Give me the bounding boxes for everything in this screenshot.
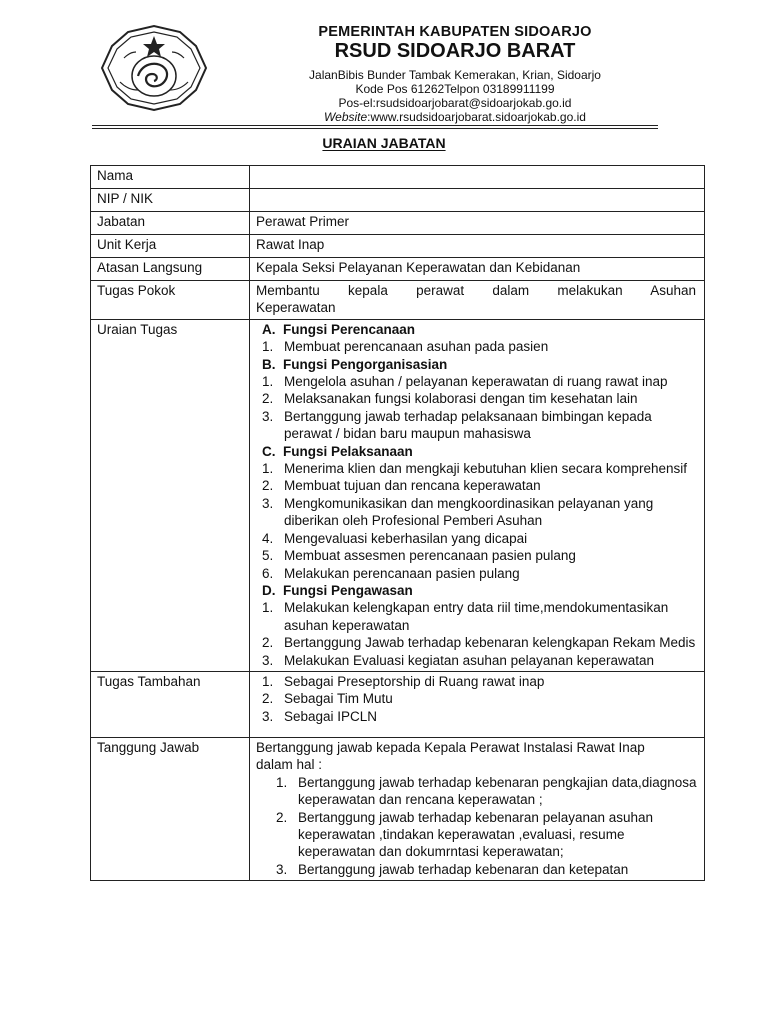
- table-row: [91, 737, 705, 880]
- task-list: [256, 599, 698, 669]
- task-list: [256, 373, 698, 443]
- row-label: Uraian Tugas: [91, 319, 250, 671]
- website-label: Website: [324, 110, 368, 124]
- tanggung-jawab-content: [250, 737, 705, 880]
- list-item: 5. Membuat assesmen perencanaan pasien pulang: [262, 548, 576, 564]
- table-row: [91, 189, 705, 212]
- website-value: :www.rsudsidoarjobarat.sidoarjokab.go.id: [367, 110, 586, 124]
- row-label: Atasan Langsung: [91, 258, 250, 281]
- row-value: [250, 166, 705, 189]
- table-row: [91, 166, 705, 189]
- address-line: JalanBibis Bunder Tambak Kemerakan, Krian, Sidoarjo: [309, 68, 601, 82]
- row-label: Jabatan: [91, 212, 250, 235]
- row-value: Perawat Primer: [250, 212, 705, 235]
- list-item: 1. Menerima klien dan mengkaji kebutuhan klien secara komprehensif: [262, 461, 687, 477]
- list-item: 2. Bertanggung jawab terhadap kebenaran pelayanan asuhan keperawatan ,tindakan keperawatan ,evaluasi, resume keperawatan dan dokumrntasi keperawatan;: [276, 809, 654, 860]
- table-row: [91, 281, 705, 320]
- hospital-name: RSUD SIDOARJO BARAT: [334, 40, 576, 62]
- list-item: 3. Bertanggung jawab terhadap pelaksanaan bimbingan kepada perawat / bidan baru maupun mahasiswa: [262, 408, 652, 442]
- table-row: [91, 671, 705, 737]
- list-item: 3. Sebagai IPCLN: [262, 708, 378, 724]
- uraian-tugas-content: [250, 319, 705, 671]
- task-list: [256, 460, 698, 582]
- table-row: [91, 212, 705, 235]
- list-item: 1. Sebagai Preseptorship di Ruang rawat inap: [262, 673, 545, 689]
- letterhead-rule-top: [92, 125, 658, 126]
- list-item: 3. Melakukan Evaluasi kegiatan asuhan pelayanan keperawatan: [262, 652, 655, 668]
- section-heading: D. Fungsi Pengawasan: [262, 582, 413, 598]
- tugas-tambahan-content: [250, 671, 705, 737]
- list-item: 1. Membuat perencanaan asuhan pada pasien: [262, 339, 549, 355]
- section-heading: A. Fungsi Perencanaan: [262, 321, 416, 337]
- website-line: [250, 110, 660, 125]
- list-item: 6. Melakukan perencanaan pasien pulang: [262, 565, 520, 581]
- list-item: 2. Melaksanakan fungsi kolaborasi dengan tim kesehatan lain: [262, 391, 638, 407]
- list-item: 4. Mengevaluasi keberhasilan yang dicapai: [262, 530, 528, 546]
- responsibility-intro: Bertanggung jawab kepada Kepala Perawat Instalasi Rawat Inap dalam hal :: [256, 739, 645, 773]
- row-label: Tanggung Jawab: [91, 737, 250, 880]
- list-item: 1. Mengelola asuhan / pelayanan keperawatan di ruang rawat inap: [262, 374, 668, 390]
- additional-task-list: [256, 673, 698, 725]
- section-heading: B. Fungsi Pengorganisasian: [262, 356, 448, 372]
- list-item: 1. Melakukan kelengkapan entry data riil time,mendokumentasikan asuhan keperawatan: [262, 600, 669, 633]
- postal-phone-line: Kode Pos 61262Telpon 03189911199: [355, 82, 555, 96]
- row-label: Tugas Pokok: [91, 281, 250, 320]
- row-value: [250, 189, 705, 212]
- row-value: Membantu kepala perawat dalam melakukan Asuhan Keperawatan: [250, 281, 705, 320]
- table-row: [91, 235, 705, 258]
- table-row: [91, 258, 705, 281]
- list-item: 2. Membuat tujuan dan rencana keperawatan: [262, 478, 541, 494]
- list-item: 2. Bertanggung Jawab terhadap kebenaran kelengkapan Rekam Medis: [262, 635, 696, 651]
- row-label: Tugas Tambahan: [91, 671, 250, 737]
- email-line: Pos-el:rsudsidoarjobarat@sidoarjokab.go.id: [338, 96, 572, 110]
- row-label: Nama: [91, 166, 250, 189]
- table-row: [91, 319, 705, 671]
- list-item: 3. Bertanggung jawab terhadap kebenaran dan ketepatan: [276, 861, 629, 877]
- list-item: 3. Mengkomunikasikan dan mengkoordinasikan pelayanan yang diberikan oleh Profesional Pemberi Asuhan: [262, 495, 654, 529]
- list-item: 1. Bertanggung jawab terhadap kebenaran pengkajian data,diagnosa keperawatan dan rencana keperawatan ;: [276, 774, 697, 808]
- row-label: NIP / NIK: [91, 189, 250, 212]
- letterhead-rule-bottom: [92, 128, 658, 129]
- document-title: URAIAN JABATAN: [322, 135, 446, 151]
- responsibility-list: [256, 774, 698, 878]
- row-value: Kepala Seksi Pelayanan Keperawatan dan Kebidanan: [250, 258, 705, 281]
- list-item: 2. Sebagai Tim Mutu: [262, 691, 393, 707]
- task-list: [256, 338, 698, 355]
- row-label: Unit Kerja: [91, 235, 250, 258]
- government-name: PEMERINTAH KABUPATEN SIDOARJO: [318, 24, 592, 40]
- row-value: Rawat Inap: [250, 235, 705, 258]
- section-heading: C. Fungsi Pelaksanaan: [262, 443, 413, 459]
- job-description-table: [90, 165, 705, 881]
- regency-seal-logo: [98, 24, 210, 112]
